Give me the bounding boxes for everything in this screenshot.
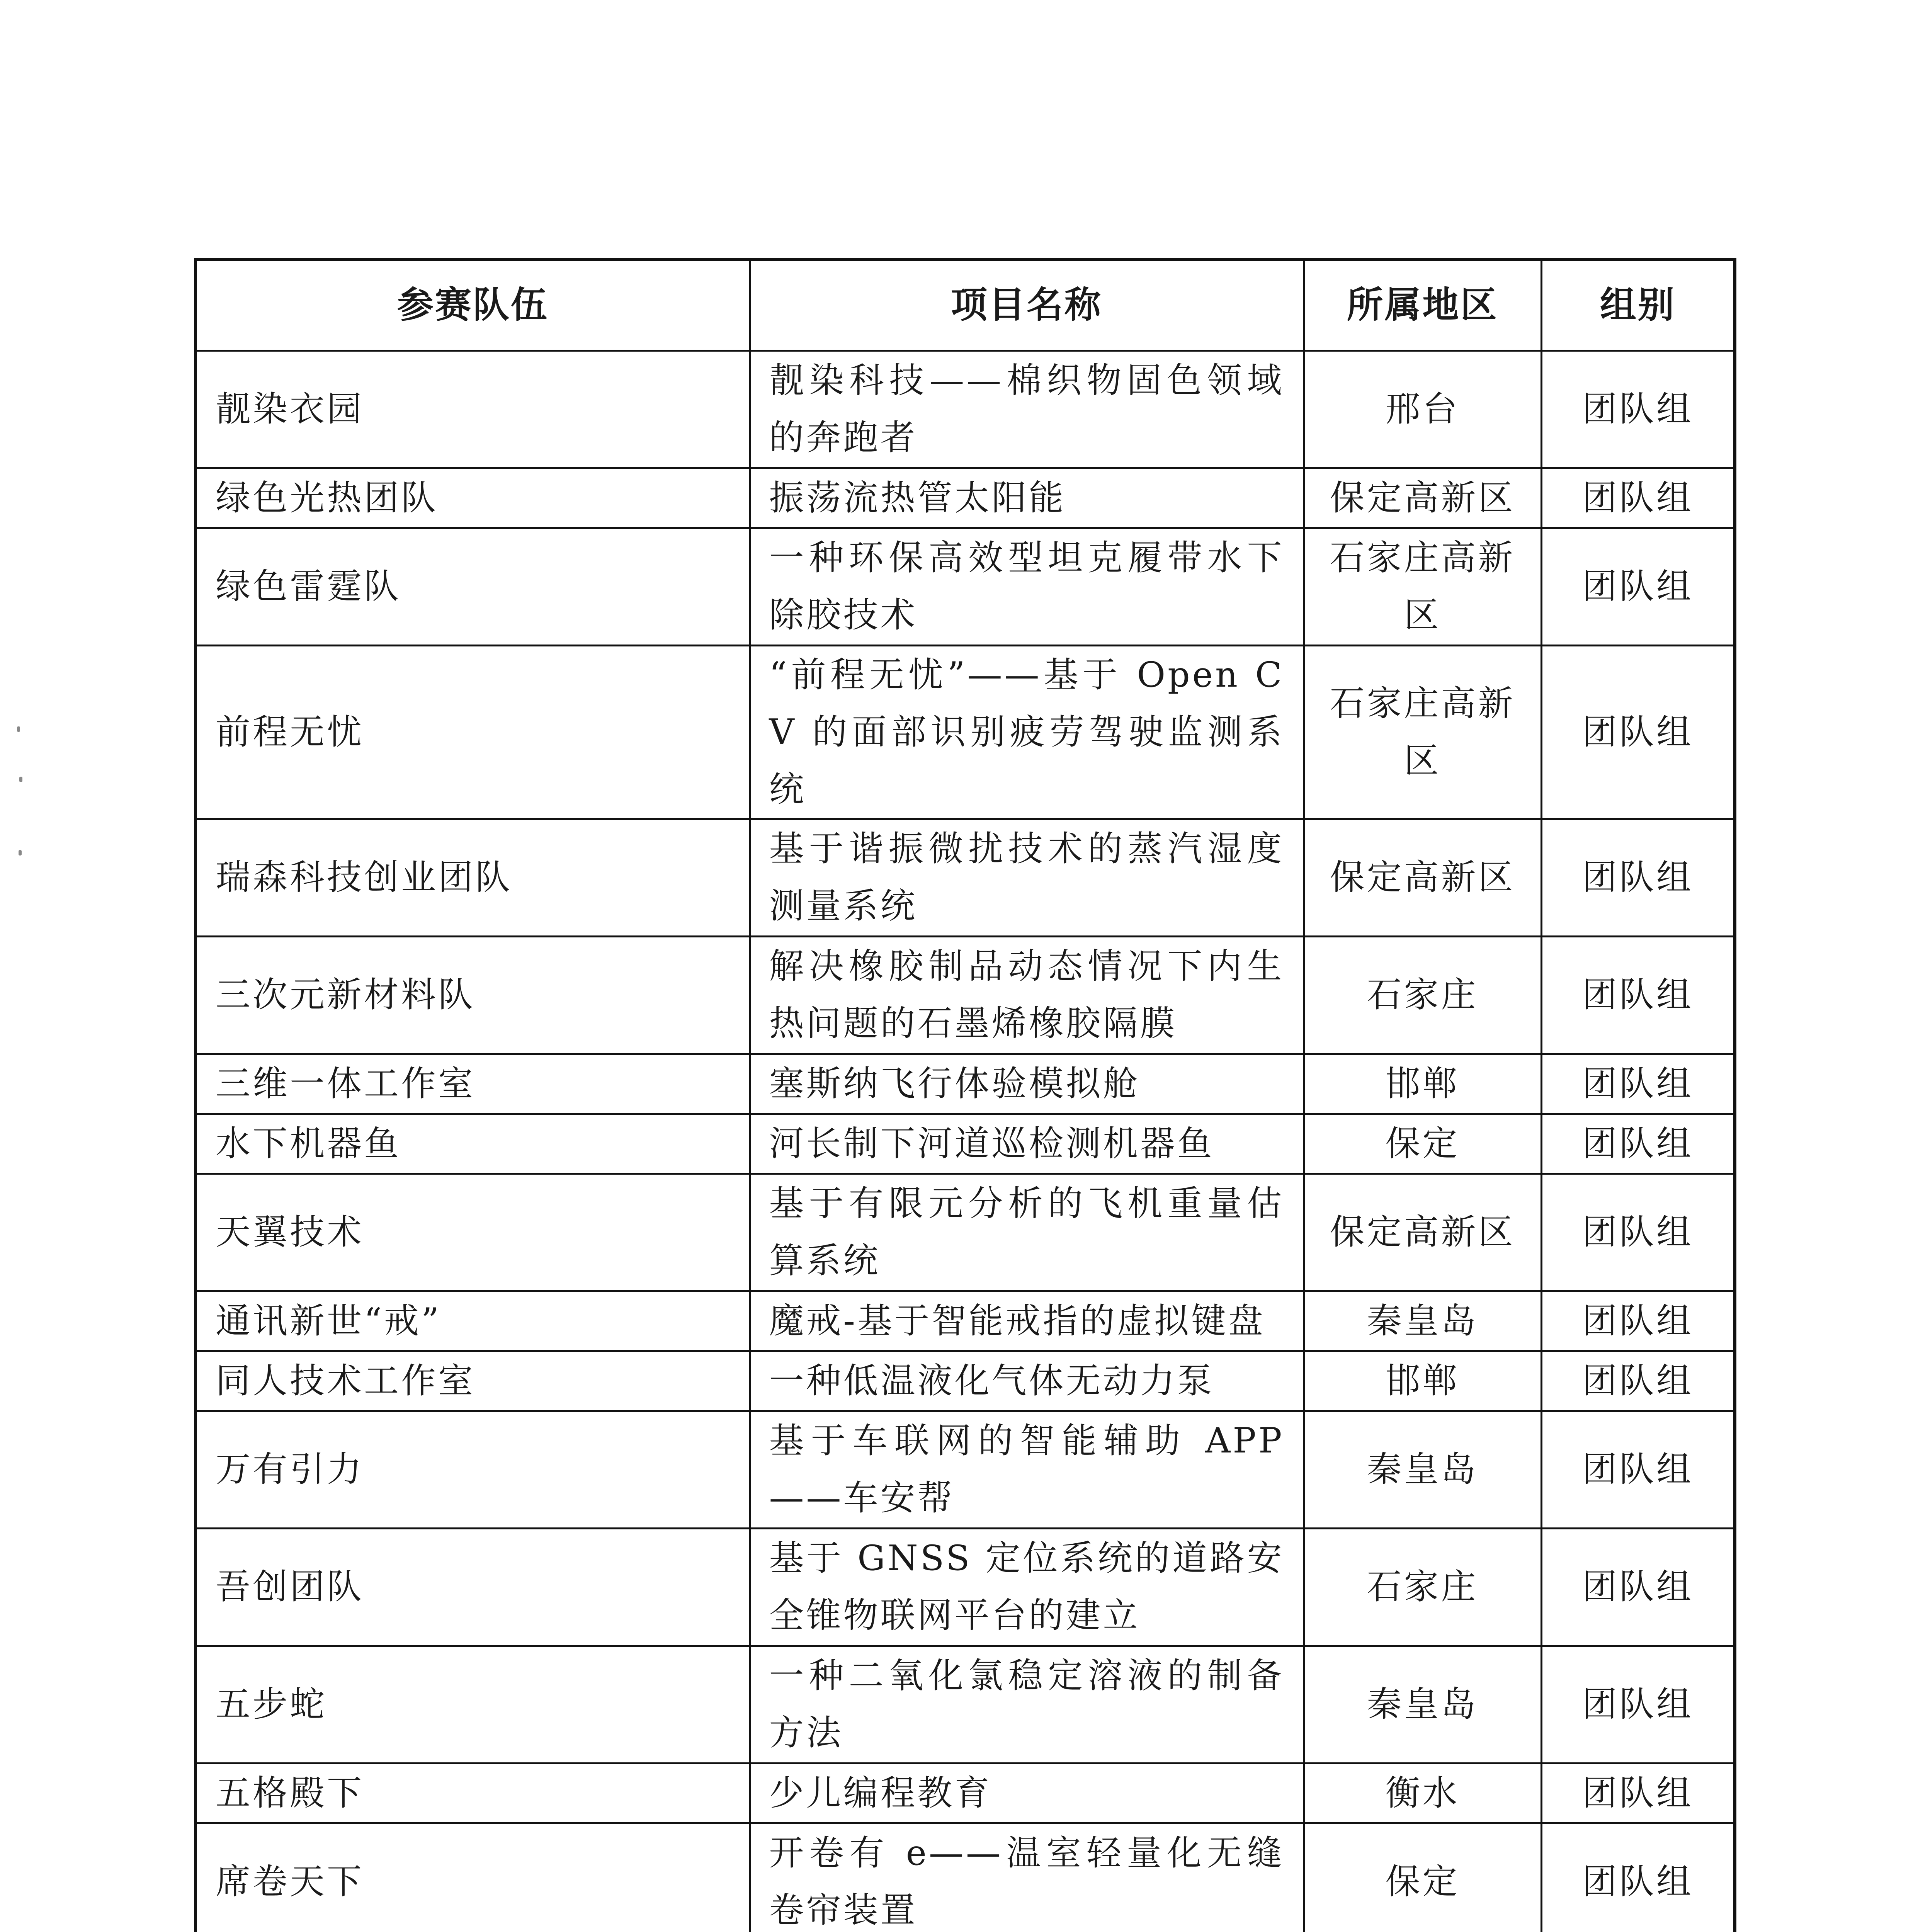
- cell-team: 万有引力: [196, 1411, 750, 1528]
- cell-region: 保定高新区: [1304, 819, 1541, 936]
- cell-group: 团队组: [1541, 1173, 1735, 1291]
- cell-team: 通讯新世“戒”: [196, 1291, 750, 1351]
- cell-group: 团队组: [1541, 528, 1735, 645]
- table-row: [196, 468, 1735, 528]
- cell-group: 团队组: [1541, 1823, 1735, 1932]
- cell-project: “前程无忧”——基于 Open CV 的面部识别疲劳驾驶监测系统: [750, 645, 1304, 819]
- cell-region: 石家庄高新区: [1304, 528, 1541, 645]
- cell-team: 前程无忧: [196, 645, 750, 819]
- cell-team: 瑞森科技创业团队: [196, 819, 750, 936]
- cell-project: 基于有限元分析的飞机重量估算系统: [750, 1173, 1304, 1291]
- cell-team: 靓染衣园: [196, 350, 750, 468]
- cell-project: 一种环保高效型坦克履带水下除胶技术: [750, 528, 1304, 645]
- table-header-row: [196, 260, 1735, 350]
- cell-team: 五步蛇: [196, 1646, 750, 1763]
- cell-region: 保定: [1304, 1114, 1541, 1173]
- cell-region: 石家庄: [1304, 936, 1541, 1054]
- cell-team: 同人技术工作室: [196, 1351, 750, 1411]
- cell-region: 邯郸: [1304, 1054, 1541, 1114]
- cell-project: 一种低温液化气体无动力泵: [750, 1351, 1304, 1411]
- cell-team: 三次元新材料队: [196, 936, 750, 1054]
- cell-project: 振荡流热管太阳能: [750, 468, 1304, 528]
- cell-region: 秦皇岛: [1304, 1411, 1541, 1528]
- cell-region: 邢台: [1304, 350, 1541, 468]
- cell-region: 邯郸: [1304, 1351, 1541, 1411]
- table-row: [196, 1646, 1735, 1763]
- cell-region: 秦皇岛: [1304, 1291, 1541, 1351]
- table-row: [196, 936, 1735, 1054]
- cell-project: 基于 GNSS 定位系统的道路安全锥物联网平台的建立: [750, 1528, 1304, 1646]
- cell-team: 吾创团队: [196, 1528, 750, 1646]
- cell-region: 石家庄: [1304, 1528, 1541, 1646]
- cell-project: 解决橡胶制品动态情况下内生热问题的石墨烯橡胶隔膜: [750, 936, 1304, 1054]
- scan-mark: [17, 726, 20, 732]
- cell-region: 秦皇岛: [1304, 1646, 1541, 1763]
- table-row: [196, 1351, 1735, 1411]
- cell-team: 三维一体工作室: [196, 1054, 750, 1114]
- cell-group: 团队组: [1541, 1114, 1735, 1173]
- cell-team: 水下机器鱼: [196, 1114, 750, 1173]
- table-row: [196, 1411, 1735, 1528]
- cell-group: 团队组: [1541, 936, 1735, 1054]
- header-region: 所属地区: [1304, 260, 1541, 350]
- cell-group: 团队组: [1541, 1054, 1735, 1114]
- table-row: [196, 1528, 1735, 1646]
- header-team: 参赛队伍: [196, 260, 750, 350]
- cell-team: 五格殿下: [196, 1763, 750, 1823]
- cell-project: 基于车联网的智能辅助 APP——车安帮: [750, 1411, 1304, 1528]
- cell-project: 开卷有 e——温室轻量化无缝卷帘装置: [750, 1823, 1304, 1932]
- table-row: [196, 1054, 1735, 1114]
- header-group: 组别: [1541, 260, 1735, 350]
- cell-region: 保定高新区: [1304, 468, 1541, 528]
- cell-group: 团队组: [1541, 1528, 1735, 1646]
- table-row: [196, 1173, 1735, 1291]
- cell-region: 衡水: [1304, 1763, 1541, 1823]
- cell-group: 团队组: [1541, 468, 1735, 528]
- table-row: [196, 528, 1735, 645]
- cell-region: 保定高新区: [1304, 1173, 1541, 1291]
- cell-project: 基于谐振微扰技术的蒸汽湿度测量系统: [750, 819, 1304, 936]
- cell-project: 靓染科技——棉织物固色领域的奔跑者: [750, 350, 1304, 468]
- award-list-table: [194, 258, 1736, 1932]
- cell-project: 河长制下河道巡检测机器鱼: [750, 1114, 1304, 1173]
- cell-group: 团队组: [1541, 350, 1735, 468]
- cell-team: 天翼技术: [196, 1173, 750, 1291]
- cell-team: 绿色雷霆队: [196, 528, 750, 645]
- cell-project: 塞斯纳飞行体验模拟舱: [750, 1054, 1304, 1114]
- table-row: [196, 1291, 1735, 1351]
- cell-team: 绿色光热团队: [196, 468, 750, 528]
- cell-group: 团队组: [1541, 1351, 1735, 1411]
- table-row: [196, 1114, 1735, 1173]
- cell-group: 团队组: [1541, 1291, 1735, 1351]
- table-row: [196, 1763, 1735, 1823]
- cell-group: 团队组: [1541, 1763, 1735, 1823]
- cell-team: 席卷天下: [196, 1823, 750, 1932]
- header-project: 项目名称: [750, 260, 1304, 350]
- table-row: [196, 350, 1735, 468]
- cell-project: 魔戒-基于智能戒指的虚拟键盘: [750, 1291, 1304, 1351]
- cell-group: 团队组: [1541, 1411, 1735, 1528]
- cell-project: 一种二氧化氯稳定溶液的制备方法: [750, 1646, 1304, 1763]
- cell-group: 团队组: [1541, 645, 1735, 819]
- table-body: [196, 350, 1735, 1932]
- cell-region: 保定: [1304, 1823, 1541, 1932]
- scan-mark: [19, 850, 22, 855]
- cell-project: 少儿编程教育: [750, 1763, 1304, 1823]
- cell-group: 团队组: [1541, 1646, 1735, 1763]
- scan-mark: [19, 777, 22, 782]
- cell-region: 石家庄高新区: [1304, 645, 1541, 819]
- cell-group: 团队组: [1541, 819, 1735, 936]
- table-row: [196, 645, 1735, 819]
- table-row: [196, 1823, 1735, 1932]
- table-row: [196, 819, 1735, 936]
